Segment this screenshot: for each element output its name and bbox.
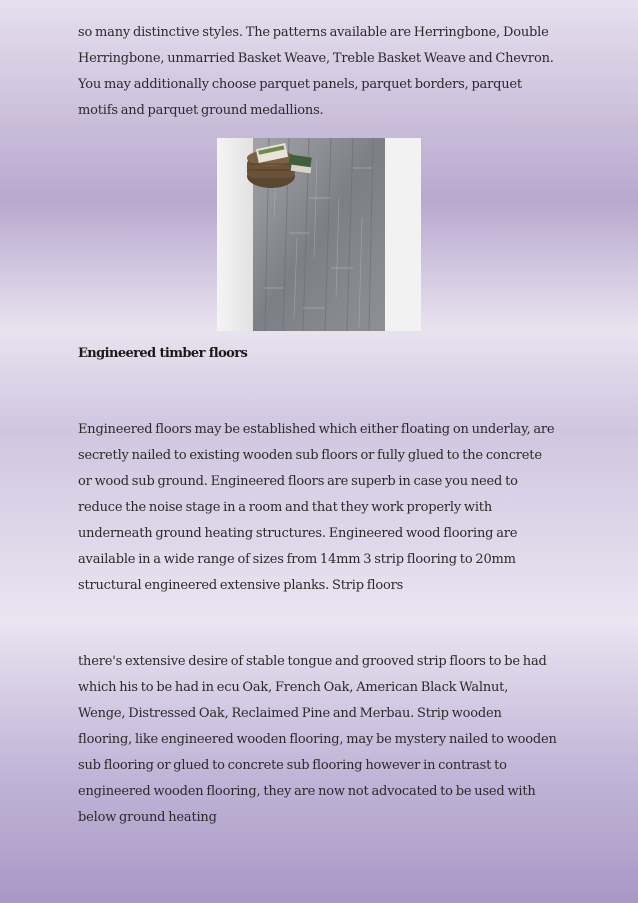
intro-paragraph: so many distinctive styles. The patterns available are Herringbone, Double Herringbone, unmarried Basket Weave, Treble Basket Weave and Chevron. You may additionally choose parquet panels, parquet borders, parquet motifs and parquet ground medallions. [78,25,554,118]
engineered-paragraph: Engineered floors may be established which either floating on underlay, are secretly nailed to existing wooden sub floors or fully glued to the concrete or wood sub ground. Engineered floors are superb in case you need to reduce the noise stage in a room and that they work properly with underneath ground heating structures. Engineered wood flooring are available in a wide range of sizes from 14mm 3 strip flooring to 20mm structural engineered extensive planks. Strip floors [78,422,555,593]
strip-floors-paragraph: there's extensive desire of stable tongue and grooved strip floors to be had which his to be had in ecu Oak, French Oak, American Black Walnut, Wenge, Distressed Oak, Reclaimed Pine and Merbau. Strip wooden flooring, like engineered wooden flooring, may be mystery nailed to wooden sub flooring or glued to concrete sub flooring however in contrast to engineered wooden flooring, they are now not advocated to be used with below ground heating [78,654,557,825]
floor-photo-illustration [217,138,421,331]
floor-photo [217,138,421,331]
engineered-floors-heading: Engineered timber floors [78,346,248,361]
